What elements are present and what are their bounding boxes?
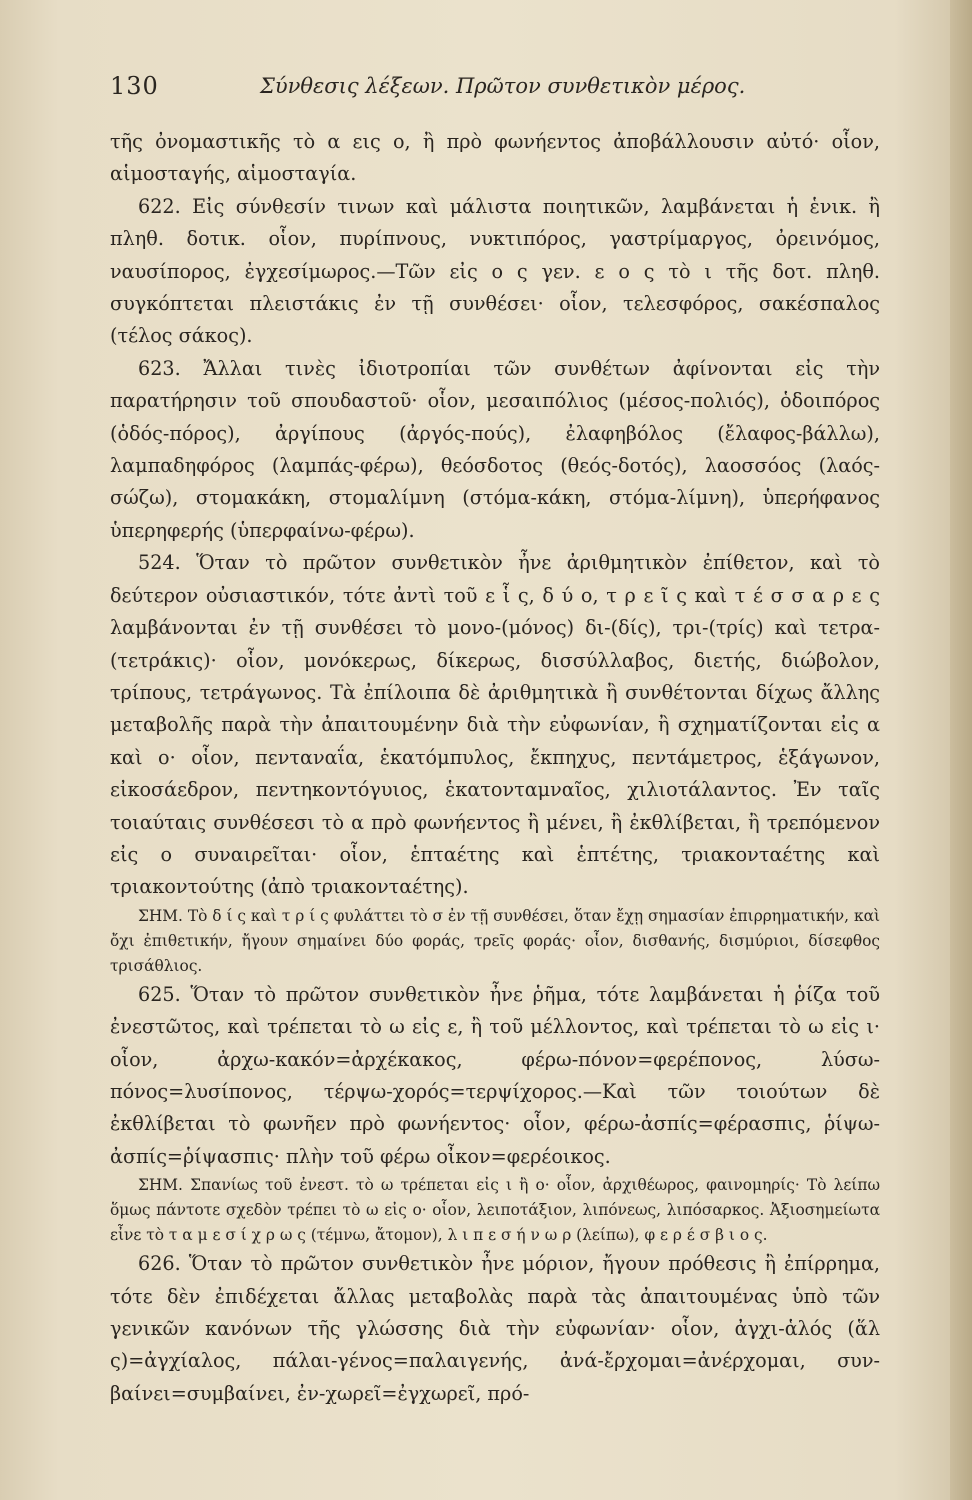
paragraph-622: 622. Εἰς σύνθεσίν τινων καὶ μάλιστα ποιητικῶν, λαμβάνεται ἡ ἑνικ. ἢ πληθ. δοτικ. οἷον, πυρίπνους, νυκτιπόρος, γαστρίμαργος, ὀρεινόμος, ναυσίπορος, ἐγχεσίμωρος.—Τῶν εἰς ο ς γεν. ε ο ς τὸ ι τῆς δοτ. πληθ. συγκόπτεται πλειστάκις ἐν τῇ συνθέσει· οἷον, τελεσφόρος, σακέσπαλος (τέλος σάκος). (110, 194, 880, 348)
book-spine-edge (950, 0, 972, 1500)
paragraph-continuation: τῆς ὀνομαστικῆς τὸ α εις ο, ἢ πρὸ φωνήεντος ἀποβάλλουσιν αὐτό· οἷον, αἱμοσταγής, αἱμοσταγία. (110, 130, 880, 186)
page-number: 130 (110, 72, 159, 100)
running-head: Σύνθεσις λέξεων. Πρῶτον συνθετικὸν μέρος. (260, 74, 746, 98)
page-header (110, 72, 870, 112)
page-body (110, 126, 880, 1410)
paragraph-623: 623. Ἄλλαι τινὲς ἰδιοτροπίαι τῶν συνθέτων ἀφίνονται εἰς τὴν παρατήρησιν τοῦ σπουδαστοῦ· οἷον, μεσαιπόλιος (μέσος-πολιός), ὁδοιπόρος (ὁδός-πόρος), ἀργίπους (ἀργός-πούς), ἐλαφηβόλος (ἔλαφος-βάλλω), λαμπαδηφόρος (λαμπάς-φέρω), θεόσδοτος (θεός-δοτός), λαοσσόος (λαός-σώζω), στομακάκη, στομαλίμνη (στόμα-κάκη, στόμα-λίμνη), ὑπερήφανος ὑπερηφερής (ὑπερφαίνω-φέρω). (110, 356, 880, 542)
note-paragraph: ΣΗΜ. Σπανίως τοῦ ἐνεστ. τὸ ω τρέπεται εἰς ι ἢ ο· οἷον, ἀρχιθέωρος, φαινομηρίς· Τὸ λείπω ὅμως πάντοτε σχεδὸν τρέπει τὸ ω εἰς ο· οἷον, λειποτάξιον, λιπόνεως, λιπόσαρκος. Ἀξιοσημείωτα εἶνε τὸ τ α μ ε σ ί χ ρ ω ς (τέμνω, ἄτομον), λ ι π ε σ ή ν ω ρ (λείπω), φ ε ρ έ σ β ι ο ς. (110, 1176, 880, 1245)
note-paragraph: ΣΗΜ. Τὸ δ ί ς καὶ τ ρ ί ς φυλάττει τὸ σ ἐν τῇ συνθέσει, ὅταν ἔχῃ σημασίαν ἐπιρρηματικήν, καὶ ὄχι ἐπιθετικήν, ἤγουν σημαίνει δύο φοράς, τρεῖς φοράς· οἷον, δισθανής, δισμύριοι, δίσεφθος τρισάθλιος. (110, 906, 880, 975)
paragraph-626: 626. Ὅταν τὸ πρῶτον συνθετικὸν ἦνε μόριον, ἤγουν πρόθεσις ἢ ἐπίρρημα, τότε δὲν ἐπιδέχεται ἄλλας μεταβολὰς παρὰ τὰς ἀπαιτουμένας ὑπὸ τῶν γενικῶν κανόνων τῆς γλώσσης διὰ τὴν εὐφωνίαν· οἷον, ἀγχι-ἁλός (ἅλ ς)=ἀγχίαλος, πάλαι-γένος=παλαιγενής, ἀνά-ἔρχομαι=ἀνέρχομαι, συν-βαίνει=συμβαίνει, ἐν-χωρεῖ=ἐγχωρεῖ, πρό- (110, 1252, 880, 1405)
paragraph-524: 524. Ὅταν τὸ πρῶτον συνθετικὸν ἦνε ἀριθμητικὸν ἐπίθετον, καὶ τὸ δεύτερον οὐσιαστικόν, τότε ἀντὶ τοῦ ε ἷ ς, δ ύ ο, τ ρ ε ῖ ς καὶ τ έ σ σ α ρ ε ς λαμβάνονται ἐν τῇ συνθέσει τὸ μονο-(μόνος) δι-(δίς), τρι-(τρίς) καὶ τετρα-(τετράκις)· οἷον, μονόκερως, δίκερως, δισσύλλαβος, διετής, διώβολον, τρίπους, τετράγωνος. Τὰ ἐπίλοιπα δὲ ἀριθμητικὰ ἢ συνθέτονται δίχως ἄλλης μεταβολῆς παρὰ τὴν ἀπαιτουμένην διὰ τὴν εὐφωνίαν, ἢ σχηματίζονται εἰς α καὶ ο· οἷον, πενταναΐα, ἑκατόμπυλος, ἔκπηχυς, πεντάμετρος, ἑξάγωνον, εἰκοσάεδρον, πεντηκοντόγυιος, ἑκατονταμναῖος, χιλιοτάλαντος. Ἐν ταῖς τοιαύταις συνθέσεσι τὸ α πρὸ φωνήεντος ἢ μένει, ἢ ἐκθλίβεται, ἢ τρεπόμενον εἰς ο συναιρεῖται· οἷον, ἑπταέτης καὶ ἑπτέτης, τριακονταέτης καὶ τριακοντούτης (ἀπὸ τριακονταέτης). (110, 551, 880, 899)
paragraph-625: 625. Ὅταν τὸ πρῶτον συνθετικὸν ἦνε ῥῆμα, τότε λαμβάνεται ἡ ῥίζα τοῦ ἐνεστῶτος, καὶ τρέπεται τὸ ω εἰς ε, ἢ τοῦ μέλλοντος, καὶ τρέπεται τὸ ω εἰς ι· οἷον, ἀρχω-κακόν=ἀρχέκακος, φέρω-πόνον=φερέπονος, λύσω-πόνος=λυσίπονος, τέρψω-χορός=τερψίχορος.—Καὶ τῶν τοιούτων δὲ ἐκθλίβεται τὸ φωνῆεν πρὸ φωνήεντος· οἷον, φέρω-ἀσπίς=φέρασπις, ῥίψω-ἀσπίς=ῥίψασπις· πλὴν τοῦ φέρω οἶκον=φερέοικος. (110, 982, 880, 1168)
